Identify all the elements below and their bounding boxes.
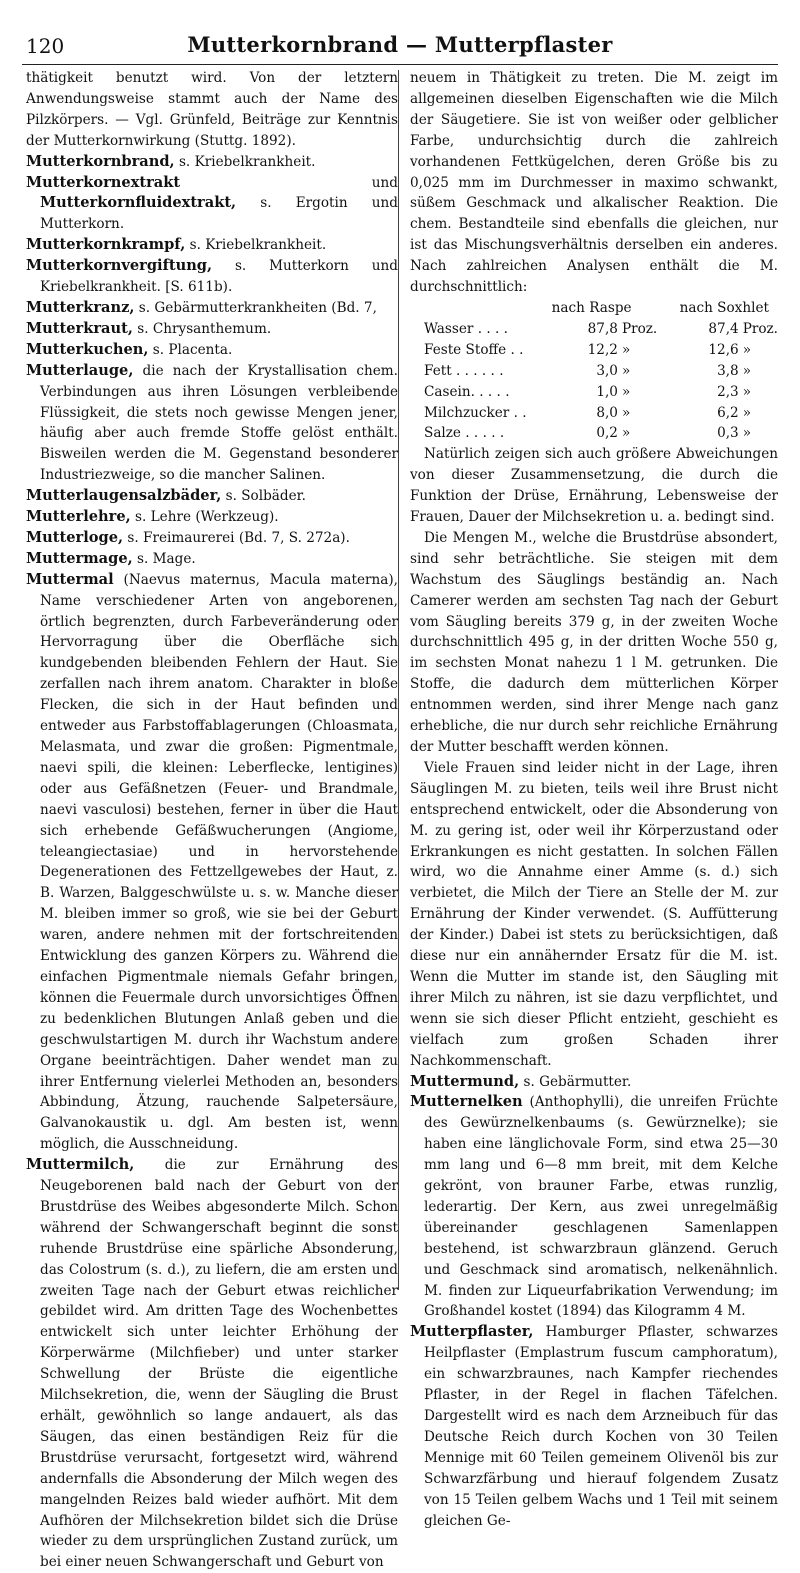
entry-connector: und <box>180 174 398 191</box>
entry-mutterpflaster <box>410 1322 778 1531</box>
entry-term: Mutterkranz, <box>26 298 135 316</box>
column-divider <box>398 70 399 1290</box>
entry-muttermal <box>26 570 398 1155</box>
entry-term: Mutterlauge, <box>26 361 134 379</box>
table-body <box>410 319 778 444</box>
entry-mutterlaugensalzbaeder <box>26 486 398 507</box>
soxhlet-unit: » <box>742 362 752 379</box>
continued-paragraph: neuem in Thätigkeit zu treten. Die M. zeigt im allgemeinen dieselben Eigenschaften wie die Milch der Säugetiere. Sie ist von weißer oder gelblicher Farbe, undurchsichtig durch die zahlreich vorhandenen Fettkügelchen, deren Größe bis zu 0,025 mm im Durchmesser in maximo schwankt, süßem Geschmack und alkalischer Reaktion. Die chem. Bestandteile sind ebenfalls die gleichen, nur ist das Mischungsverhältnis derselben ein anderes. Nach zahlreichen Analysen enthält die M. durchschnittlich: <box>410 70 778 296</box>
column-header-raspe: nach Raspe <box>551 299 632 316</box>
entry-text: s. Freimaurerei (Bd. 7, S. 272a). <box>123 529 350 546</box>
raspe-value: 0,2 <box>596 425 618 442</box>
raspe-unit: Proz. <box>621 320 658 337</box>
row-label: Feste Stoffe . . <box>424 341 524 358</box>
soxhlet-value: 6,2 <box>717 404 739 421</box>
entry-mutterkraut <box>26 319 398 340</box>
entry-term: Mutterkraut, <box>26 319 133 337</box>
entry-text: s. Kriebelkrankheit. <box>174 153 316 170</box>
table-header-row <box>410 298 778 319</box>
raspe-unit: » <box>621 362 631 379</box>
soxhlet-unit: » <box>742 425 752 442</box>
soxhlet-unit: Proz. <box>742 320 778 337</box>
soxhlet-value: 3,8 <box>717 362 739 379</box>
entry-text: s. Mage. <box>132 550 196 567</box>
raspe-unit: » <box>621 404 631 421</box>
entry-text: die nach der Krystallisation chem. Verbindungen aus ihren Lösungen verbleibende Flüssigkeit, die stets noch gewisse Mengen jener, häufig aber auch fremde Stoffe gelöst enthält. Bisweilen werden die M. Gegenstand besonderer Industriezweige, so die mancher Salinen. <box>40 362 398 484</box>
entry-mutterkornbrand <box>26 152 398 173</box>
entry-text: s. Mutterkorn und Kriebelkrankheit. [S. 611b). <box>40 258 398 296</box>
soxhlet-value: 87,4 <box>708 320 739 337</box>
continued-paragraph: thätigkeit benutzt wird. Von der letztern Anwendungsweise stammt auch der Name des Pilzkörpers. — Vgl. Grünfeld, Beiträge zur Kenntnis der Mutterkornwirkung (Stuttg. 1892). <box>26 70 398 149</box>
raspe-unit: » <box>621 341 631 358</box>
entry-text: (Anthophylli), die unreifen Früchte des Gewürznelkenbaums (s. Gewürznelke); sie haben eine länglichovale Form, sind etwa 25—30 mm lang und 6—8 mm breit, mit dem Kelche gekrönt, von brauner Farbe, etwas runzlig, lederartig. Der Kern, aus zwei unregelmäßig übereinander geschlagenen Samenlappen bestehend, ist schwarzbraun glänzend. Geruch und Geschmack sind aromatisch, nelkenähnlich. M. finden zur Liqueurfabrikation Verwendung; im Großhandel kostet (1894) das Kilogramm 4 M. <box>424 1094 778 1320</box>
entry-mutterkornvergiftung <box>26 256 398 298</box>
raspe-value: 8,0 <box>596 404 618 421</box>
entry-term: Mutterkornextrakt <box>26 173 181 191</box>
milk-composition-table <box>410 298 778 444</box>
page-header <box>22 30 778 65</box>
entry-muttermilch <box>26 1155 398 1573</box>
row-label: Casein. . . . . <box>424 383 510 400</box>
entry-text: Hamburger Pflaster, schwarzes Heilpflaster (Emplastrum fuscum camphoratum), ein schwarzbraunes, nach Kampfer riechendes Pflaster, in der Regel in flachen Täfelchen. Dargestellt wird es nach dem Arzneibuch für das Deutsche Reich durch Kochen von 30 Teilen Mennige mit 60 Teilen gemeinem Olivenöl bis zur Schwarzfärbung und hierauf folgendem Zusatz von 15 Teilen gelbem Wachs und 1 Teil mit seinem gleichen Ge- <box>424 1324 778 1529</box>
entry-text: s. Gebärmutter. <box>519 1073 632 1090</box>
row-label: Fett . . . . . . <box>424 362 504 379</box>
soxhlet-value: 12,6 <box>708 341 739 358</box>
soxhlet-unit: » <box>742 404 752 421</box>
entry-text: s. Gebärmutterkrankheiten (Bd. 7, <box>134 299 377 316</box>
entry-text: s. Lehre (Werkzeug). <box>130 509 279 526</box>
row-label: Salze . . . . . <box>424 425 505 442</box>
soxhlet-value: 2,3 <box>717 383 739 400</box>
table-row <box>410 340 778 361</box>
entry-term: Mutterkuchen, <box>26 340 149 358</box>
entry-term: Mutterlehre, <box>26 508 131 526</box>
row-label: Wasser . . . . <box>424 320 508 337</box>
soxhlet-unit: » <box>742 383 752 400</box>
entry-mutterkuchen <box>26 340 398 361</box>
entry-term: Mutterlaugensalzbäder, <box>26 487 222 505</box>
table-row <box>410 403 778 424</box>
entry-mutterlehre <box>26 507 398 528</box>
entry-text: s. Chrysanthemum. <box>132 320 272 337</box>
entry-term: Muttermal <box>26 570 114 588</box>
entry-mutterlauge <box>26 361 398 486</box>
entry-text: (Naevus maternus, Macula materna), Name verschiedener Arten von angeborenen, örtlich begrenzten, durch Farbeveränderung oder Hervorragung über die Oberfläche sich kundgebenden bleibenden Fehlern der Haut. Sie zerfallen nach ihrem anatom. Charakter in bloße Flecken, die sich in der Haut befinden und entweder aus Farbstoffablagerungen (Chloasmata, Melasmata, und zwar die großen: Pigmentmale, naevi spili, die kleinen: Leberflecke, lentigines) oder aus Gefäßnetzen (Feuer- und Brandmale, naevi vasculosi) bestehen, ferner in über die Haut sich erhebende Gefäßwucherungen (Angiome, teleangiectasiae) und in hervorstehende Degenerationen des Fettzellgewebes der Haut, z. B. Warzen, Balggeschwülste u. s. w. Manche dieser M. bleiben immer so groß, wie sie bei der Geburt waren, andere nehmen mit der fortschreitenden Entwicklung des ganzen Körpers zu. Während die einfachen Pigmentmale niemals Gefahr bringen, können die Feuermale durch unvorsichtiges Öffnen zu bedenklichen Blutungen Anlaß geben und die geschwulstartigen M. durch ihr Wachstum andere Organe beeinträchtigen. Daher wendet man zu ihrer Entfernung vielerlei Methoden an, besonders Abbindung, Ätzung, rauchende Salpetersäure, Galvanokaustik u. dgl. Am besten ist, wenn möglich, die Ausschneidung. <box>40 571 398 1153</box>
table-row <box>410 361 778 382</box>
entry-mutterkranz <box>26 298 398 319</box>
raspe-value: 3,0 <box>596 362 618 379</box>
entry-mutterloge <box>26 528 398 549</box>
raspe-unit: » <box>621 383 631 400</box>
paragraph: Natürlich zeigen sich auch größere Abweichungen von dieser Zusammensetzung, die durch die Funktion der Drüse, Ernährung, Lebensweise der Frauen, Dauer der Milchsekretion u. a. bedingt sind. <box>410 446 778 526</box>
soxhlet-unit: » <box>742 341 752 358</box>
entry-muttermage <box>26 549 398 570</box>
entry-text: s. Placenta. <box>148 341 233 358</box>
raspe-unit: » <box>621 425 631 442</box>
paragraph: Die Mengen M., welche die Brustdrüse absondert, sind sehr beträchtliche. Sie steigen mit dem Wachstum des Säuglings beständig an. Nach Camerer werden am sechsten Tag nach der Geburt vom Säugling bereits 379 g, in der zweiten Woche durchschnittlich 495 g, in der dritten Woche 550 g, im sechsten Monat nahezu 1 l M. getrunken. Die Stoffe, die dadurch dem mütterlichen Körper entnommen werden, sind ihrer Menge nach ganz erhebliche, die nur durch sehr reichliche Ernährung der Mutter beschafft werden können. <box>410 529 778 755</box>
entry-term: Mutterloge, <box>26 528 124 546</box>
entry-term: Muttermage, <box>26 549 133 567</box>
entry-term: Mutterkornbrand, <box>26 152 175 170</box>
column-header-soxhlet: nach Soxhlet <box>679 299 769 316</box>
running-title: Mutterkornbrand — Mutterpflaster <box>187 32 613 57</box>
entry-text: s. Kriebelkrankheit. <box>185 237 327 254</box>
right-column <box>410 68 778 1531</box>
raspe-value: 12,2 <box>587 341 618 358</box>
entry-mutterkornextrakt <box>26 173 398 236</box>
table-row <box>410 382 778 403</box>
paragraph: Viele Frauen sind leider nicht in der Lage, ihren Säuglingen M. zu bieten, teils weil ihre Brust nicht entsprechend entwickelt, oder die Absonderung von M. zu gering ist, oder weil ihr Körperzustand oder Erkrankungen es nicht gestatten. In solchen Fällen wird, wo die Annahme einer Amme (s. d.) sich verbietet, die Milch der Tiere an Stelle der M. zur Ernährung der Kinder verwendet. (S. Auffütterung der Kinder.) Dabei ist stets zu berücksichtigen, daß diese nur ein annähernder Ersatz für die M. ist. Wenn die Mutter im stande ist, den Säugling mit ihrer Milch zu nähren, ist sie dazu verpflichtet, und wenn sie sich dieser Pflicht entzieht, geschieht es vielfach zum großen Schaden ihrer Nachkommenschaft. <box>410 759 778 1069</box>
table-row <box>410 423 778 444</box>
row-label: Milchzucker . . <box>424 404 527 421</box>
entry-term: Mutterpflaster, <box>410 1323 534 1341</box>
entry-muttermund <box>410 1072 778 1093</box>
entry-text: die zur Ernährung des Neugeborenen bald nach der Geburt von der Brustdrüse des Weibes abgesonderte Milch. Schon während der Schwangerschaft beginnt die sonst ruhende Brustdrüse eine spärliche Absonderung, das Colostrum (s. d.), zu liefern, die am ersten und zweiten Tage nach der Geburt etwas reichlicher gebildet wird. Am dritten Tage des Wochenbettes entwickelt sich unter leichter Erhöhung der Körperwärme (Milchfieber) und unter starker Schwellung der Brüste die eigentliche Milchsekretion, die, wenn der Säugling die Brust erhält, gewöhnlich so lange andauert, als das Säugen, das einen beständigen Reiz für die Brustdrüse verursacht, fortgesetzt wird, während andernfalls die Absonderung der Milch wegen des mangelnden Reizes bald wieder aufhört. Mit dem Aufhören der Milchsekretion bildet sich die Drüse wieder zu dem ursprünglichen Zustand zurück, um bei einer neuen Schwangerschaft und Geburt von <box>40 1157 398 1571</box>
raspe-value: 1,0 <box>596 383 618 400</box>
raspe-value: 87,8 <box>587 320 618 337</box>
entry-mutternelken <box>410 1092 778 1322</box>
entry-term: Mutterkornvergiftung, <box>26 257 213 275</box>
entry-term: Mutterkornkrampf, <box>26 236 186 254</box>
entry-term-secondary: Mutterkornfluidextrakt, <box>40 194 237 212</box>
left-column <box>26 68 398 1573</box>
page-number: 120 <box>26 34 65 58</box>
table-row <box>410 319 778 340</box>
entry-term: Muttermilch, <box>26 1156 135 1174</box>
entry-text: s. Solbäder. <box>221 488 306 505</box>
entry-text: s. Ergotin und Mutterkorn. <box>40 195 398 233</box>
soxhlet-value: 0,3 <box>717 425 739 442</box>
entry-term: Mutternelken <box>410 1093 523 1111</box>
entry-term: Muttermund, <box>410 1072 520 1090</box>
entry-mutterkornkrampf <box>26 235 398 256</box>
